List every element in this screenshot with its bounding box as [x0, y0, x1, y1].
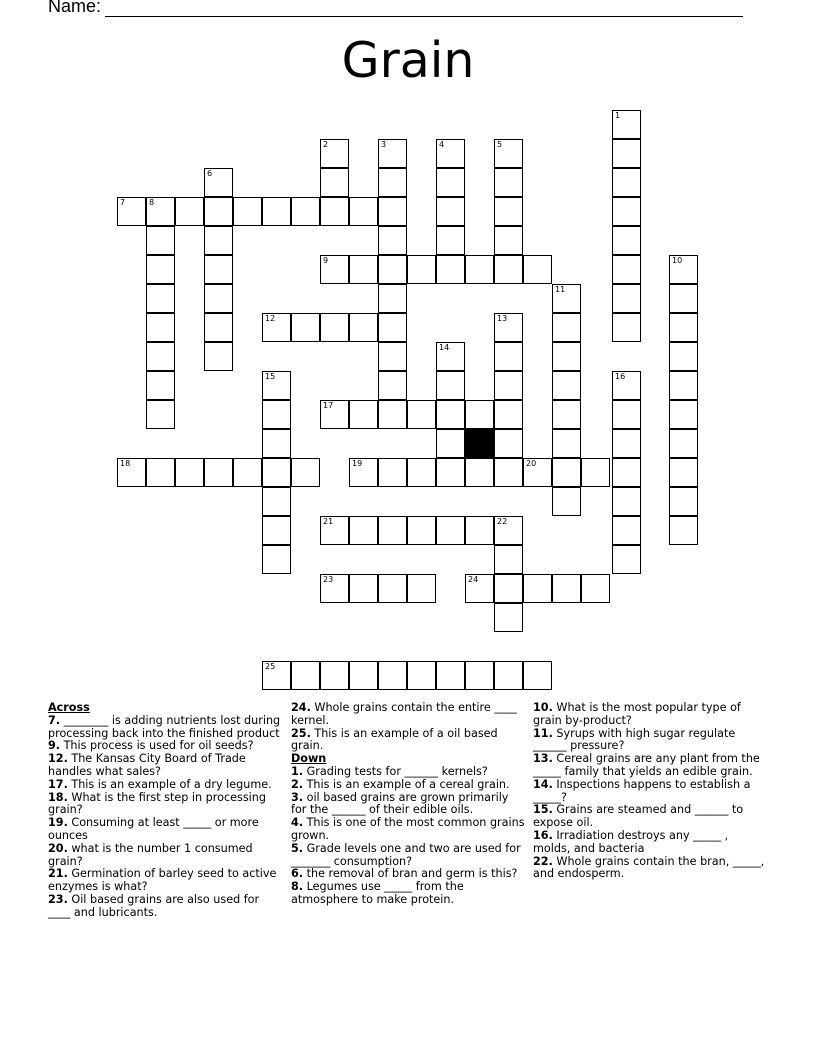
crossword-cell[interactable] [349, 197, 378, 226]
clue-item [48, 817, 284, 843]
clue-number: 15 [265, 372, 276, 381]
clue-item [533, 702, 769, 728]
crossword-cell[interactable] [612, 429, 641, 458]
crossword-cell[interactable] [320, 661, 349, 690]
crossword-cell[interactable] [407, 400, 436, 429]
crossword-cell[interactable] [320, 168, 349, 197]
crossword-cell[interactable] [436, 139, 465, 168]
crossword-cell[interactable] [378, 197, 407, 226]
clue-text: This process is used for oil seeds? [60, 739, 254, 753]
clue-number: 19 [352, 459, 363, 468]
crossword-cell[interactable] [320, 400, 349, 429]
clue-column [48, 702, 284, 920]
clue-text: Germination of barley seed to active enzymes is what? [48, 867, 277, 894]
clue-item [48, 715, 284, 741]
crossword-cell[interactable] [612, 255, 641, 284]
clue-text: What is the most popular type of grain by-product? [533, 701, 741, 727]
clue-number: 3 [381, 140, 387, 149]
crossword-cell[interactable] [465, 458, 494, 487]
clue-text: what is the number 1 consumed grain? [48, 841, 253, 868]
clue-number: 4 [439, 140, 445, 149]
crossword-cell[interactable] [552, 458, 581, 487]
crossword-cell[interactable] [378, 226, 407, 255]
clue-number: 14 [439, 343, 450, 352]
clue-text: This is one of the most common grains grown. [291, 816, 525, 842]
crossword-cell[interactable] [204, 168, 233, 197]
crossword-cell[interactable] [291, 313, 320, 342]
crossword-cell[interactable] [407, 458, 436, 487]
crossword-cell[interactable] [320, 313, 349, 342]
crossword-cell[interactable] [523, 574, 552, 603]
crossword-cell[interactable] [146, 226, 175, 255]
crossword-cell[interactable] [494, 168, 523, 197]
crossword-cell[interactable] [523, 661, 552, 690]
crossword-cell[interactable] [407, 516, 436, 545]
crossword-cell[interactable] [349, 400, 378, 429]
clue-text: Grading tests for ______ kernels? [303, 764, 488, 778]
crossword-cell[interactable] [378, 458, 407, 487]
crossword-cell[interactable] [175, 458, 204, 487]
crossword-cell[interactable] [378, 400, 407, 429]
clue-num: 15. [533, 803, 553, 817]
crossword-cell[interactable] [436, 400, 465, 429]
crossword-cell[interactable] [494, 458, 523, 487]
clue-item [533, 753, 769, 779]
crossword-cell[interactable] [204, 313, 233, 342]
crossword-cell[interactable] [204, 342, 233, 371]
crossword-cell[interactable] [552, 487, 581, 516]
clue-item [48, 868, 284, 894]
clue-text: the removal of bran and germ is this? [303, 867, 518, 881]
crossword-cell[interactable] [407, 255, 436, 284]
clue-item [291, 881, 527, 907]
crossword-cell[interactable] [494, 226, 523, 255]
clue-number: 11 [555, 285, 566, 294]
clue-item [533, 830, 769, 856]
crossword-cell[interactable] [436, 371, 465, 400]
crossword-cell[interactable] [669, 342, 698, 371]
crossword-cell[interactable] [117, 197, 146, 226]
crossword-cell[interactable] [552, 371, 581, 400]
crossword-cell[interactable] [581, 574, 610, 603]
clue-item [48, 753, 284, 779]
clue-number: 13 [497, 314, 508, 323]
clue-item [291, 843, 527, 869]
down-heading: Down [291, 752, 327, 766]
crossword-cell[interactable] [612, 487, 641, 516]
clue-num: 4. [291, 816, 304, 830]
crossword-cell[interactable] [669, 313, 698, 342]
crossword-cell[interactable] [233, 197, 262, 226]
crossword-cell[interactable] [436, 226, 465, 255]
clue-number: 7 [120, 198, 126, 207]
crossword-cell[interactable] [378, 139, 407, 168]
crossword-cell[interactable] [349, 574, 378, 603]
clue-num: 13. [533, 752, 553, 766]
crossword-cell[interactable] [552, 342, 581, 371]
crossword-cell[interactable] [581, 458, 610, 487]
crossword-cell[interactable] [552, 400, 581, 429]
clue-text: Oil based grains are also used for ____ and lubricants. [48, 892, 260, 919]
crossword-cell[interactable] [494, 313, 523, 342]
crossword-cell[interactable] [465, 661, 494, 690]
crossword-cell[interactable] [494, 661, 523, 690]
clue-num: 18. [48, 790, 68, 804]
black-square [465, 429, 494, 458]
crossword-cell[interactable] [612, 284, 641, 313]
clue-number: 24 [468, 575, 479, 584]
clue-item [291, 817, 527, 843]
crossword-cell[interactable] [669, 429, 698, 458]
crossword-cell[interactable] [436, 516, 465, 545]
crossword-cell[interactable] [378, 516, 407, 545]
crossword-cell[interactable] [494, 371, 523, 400]
crossword-cell[interactable] [349, 661, 378, 690]
crossword-cell[interactable] [669, 458, 698, 487]
clue-number: 9 [323, 256, 329, 265]
crossword-cell[interactable] [612, 139, 641, 168]
clue-text: This is an example of a dry legume. [67, 777, 272, 791]
clue-number: 5 [497, 140, 503, 149]
clue-num: 20. [48, 841, 68, 855]
crossword-cell[interactable] [436, 168, 465, 197]
crossword-cell[interactable] [320, 255, 349, 284]
crossword-cell[interactable] [407, 661, 436, 690]
crossword-cell[interactable] [669, 284, 698, 313]
crossword-cell[interactable] [494, 603, 523, 632]
clue-text: This is an example of a oil based grain. [291, 726, 498, 753]
crossword-cell[interactable] [146, 342, 175, 371]
clue-text: The Kansas City Board of Trade handles what sales? [48, 752, 246, 778]
crossword-cell[interactable] [494, 400, 523, 429]
across-heading: Across [48, 701, 90, 714]
clue-item [48, 792, 284, 818]
crossword-cell[interactable] [146, 197, 175, 226]
crossword-cell[interactable] [204, 226, 233, 255]
crossword-cell[interactable] [612, 226, 641, 255]
crossword-cell[interactable] [349, 255, 378, 284]
crossword-cell[interactable] [262, 429, 291, 458]
crossword-cell[interactable] [262, 197, 291, 226]
clue-item [291, 728, 527, 754]
clue-item [48, 894, 284, 920]
clue-number: 6 [207, 169, 213, 178]
crossword-cell[interactable] [146, 458, 175, 487]
clue-text: Grains are steamed and ______ to expose oil. [533, 803, 744, 830]
crossword-cell[interactable] [291, 458, 320, 487]
clue-num: 14. [533, 777, 553, 791]
crossword-cell[interactable] [465, 255, 494, 284]
clue-text: oil based grains are grown primarily for the ______ of their edible oils. [291, 790, 509, 817]
crossword-cell[interactable] [494, 574, 523, 603]
crossword-cell[interactable] [146, 313, 175, 342]
clue-number: 25 [265, 662, 276, 671]
page-title: Grain [341, 32, 475, 89]
crossword-cell[interactable] [204, 284, 233, 313]
clue-item [48, 843, 284, 869]
clue-text: Whole grains contain the entire ____ kernel. [291, 701, 517, 727]
clue-text: Grade levels one and two are used for _______ consumption? [291, 841, 521, 868]
crossword-cell[interactable] [262, 371, 291, 400]
crossword-cell[interactable] [552, 574, 581, 603]
clue-num: 7. [48, 713, 61, 727]
clue-column [291, 702, 527, 907]
clue-item [533, 779, 769, 805]
crossword-cell[interactable] [378, 342, 407, 371]
crossword-cell[interactable] [291, 661, 320, 690]
clue-num: 11. [533, 726, 553, 740]
crossword-cell[interactable] [612, 110, 641, 139]
crossword-cell[interactable] [552, 313, 581, 342]
crossword-cell[interactable] [436, 458, 465, 487]
crossword-cell[interactable] [436, 429, 465, 458]
clue-num: 21. [48, 867, 68, 881]
crossword-cell[interactable] [378, 574, 407, 603]
clue-num: 25. [291, 726, 311, 740]
clue-text: Syrups with high sugar regulate ______ pressure? [533, 726, 736, 753]
crossword-cell[interactable] [552, 429, 581, 458]
clue-num: 1. [291, 764, 304, 778]
crossword-cell[interactable] [349, 458, 378, 487]
crossword-cell[interactable] [612, 545, 641, 574]
clue-num: 3. [291, 790, 304, 804]
crossword-cell[interactable] [378, 661, 407, 690]
crossword-cell[interactable] [320, 516, 349, 545]
clue-num: 6. [291, 867, 304, 881]
crossword-cell[interactable] [494, 139, 523, 168]
crossword-cell[interactable] [669, 255, 698, 284]
clue-number: 8 [149, 198, 155, 207]
clue-item [533, 804, 769, 830]
clue-num: 5. [291, 841, 304, 855]
crossword-cell[interactable] [349, 516, 378, 545]
crossword-cell[interactable] [436, 342, 465, 371]
crossword-cell[interactable] [669, 516, 698, 545]
clue-number: 16 [615, 372, 626, 381]
crossword-cell[interactable] [612, 313, 641, 342]
crossword-cell[interactable] [262, 516, 291, 545]
crossword-cell[interactable] [436, 661, 465, 690]
clue-text: Whole grains contain the bran, _____, and endosperm. [533, 854, 765, 881]
crossword-cell[interactable] [494, 516, 523, 545]
clue-item [291, 702, 527, 728]
crossword-cell[interactable] [494, 197, 523, 226]
crossword-cell[interactable] [494, 545, 523, 574]
crossword-cell[interactable] [146, 400, 175, 429]
crossword-cell[interactable] [204, 197, 233, 226]
clue-num: 23. [48, 892, 68, 906]
clue-text: Legumes use _____ from the atmosphere to make protein. [291, 880, 464, 906]
crossword-cell[interactable] [612, 516, 641, 545]
clue-num: 22. [533, 854, 553, 868]
clue-num: 2. [291, 777, 304, 791]
crossword-cell[interactable] [233, 458, 262, 487]
crossword-cell[interactable] [669, 487, 698, 516]
crossword-cell[interactable] [262, 545, 291, 574]
crossword-cell[interactable] [262, 313, 291, 342]
clue-num: 17. [48, 777, 68, 791]
crossword-cell[interactable] [494, 429, 523, 458]
clue-item [533, 728, 769, 754]
crossword-cell[interactable] [465, 574, 494, 603]
clue-num: 10. [533, 701, 553, 714]
clue-number: 22 [497, 517, 508, 526]
clue-text: Cereal grains are any plant from the _____ family that yields an edible grain. [533, 752, 760, 778]
clue-number: 12 [265, 314, 276, 323]
clue-text: Inspections happens to establish a _____? [533, 777, 751, 804]
crossword-cell[interactable] [378, 371, 407, 400]
crossword-cell[interactable] [262, 487, 291, 516]
clue-text: Consuming at least _____ or more ounces [48, 816, 259, 842]
crossword-cell[interactable] [262, 458, 291, 487]
clue-num: 12. [48, 752, 68, 766]
clue-text: This is an example of a cereal grain. [303, 777, 510, 791]
crossword-cell[interactable] [612, 371, 641, 400]
crossword-cell[interactable] [465, 516, 494, 545]
clue-num: 9. [48, 739, 61, 753]
crossword-cell[interactable] [146, 255, 175, 284]
crossword-cell[interactable] [436, 197, 465, 226]
crossword-cell[interactable] [494, 342, 523, 371]
crossword-cell[interactable] [612, 197, 641, 226]
crossword-cell[interactable] [612, 168, 641, 197]
crossword-cell[interactable] [612, 458, 641, 487]
crossword-cell[interactable] [552, 284, 581, 313]
crossword-cell[interactable] [669, 400, 698, 429]
crossword-cell[interactable] [175, 197, 204, 226]
clue-number: 20 [526, 459, 537, 468]
crossword-cell[interactable] [378, 168, 407, 197]
crossword-cell[interactable] [669, 371, 698, 400]
clue-number: 10 [672, 256, 683, 265]
clue-number: 2 [323, 140, 329, 149]
clue-column [533, 702, 769, 881]
crossword-cell[interactable] [378, 255, 407, 284]
clue-text: What is the first step in processing grain? [48, 790, 266, 817]
crossword-cell[interactable] [465, 400, 494, 429]
crossword-cell[interactable] [146, 371, 175, 400]
crossword-cell[interactable] [146, 284, 175, 313]
name-label: Name: [48, 0, 102, 16]
clue-number: 23 [323, 575, 334, 584]
crossword-cell[interactable] [262, 400, 291, 429]
crossword-cell[interactable] [117, 458, 146, 487]
crossword-cell[interactable] [436, 255, 465, 284]
clue-num: 24. [291, 701, 311, 714]
clue-number: 21 [323, 517, 334, 526]
clue-number: 18 [120, 459, 131, 468]
crossword-cell[interactable] [291, 197, 320, 226]
crossword-cell[interactable] [523, 458, 552, 487]
crossword-cell[interactable] [349, 313, 378, 342]
crossword-cell[interactable] [407, 574, 436, 603]
clue-num: 16. [533, 828, 553, 842]
crossword-cell[interactable] [378, 313, 407, 342]
clue-num: 8. [291, 880, 304, 894]
clue-item [291, 792, 527, 818]
crossword-cell[interactable] [378, 284, 407, 313]
clue-text: Irradiation destroys any _____ , molds, and bacteria [533, 828, 729, 855]
crossword-cell[interactable] [262, 661, 291, 690]
clue-item [533, 856, 769, 882]
crossword-cell[interactable] [523, 255, 552, 284]
crossword-cell[interactable] [612, 400, 641, 429]
crossword-cell[interactable] [204, 255, 233, 284]
crossword-cell[interactable] [204, 458, 233, 487]
crossword-cell[interactable] [320, 139, 349, 168]
crossword-cell[interactable] [494, 255, 523, 284]
clue-number: 17 [323, 401, 334, 410]
clue-text: ________ is adding nutrients lost during processing back into the finished product [48, 713, 281, 740]
crossword-cell[interactable] [320, 574, 349, 603]
clue-number: 1 [615, 111, 621, 120]
clue-num: 19. [48, 816, 68, 830]
crossword-cell[interactable] [320, 197, 349, 226]
